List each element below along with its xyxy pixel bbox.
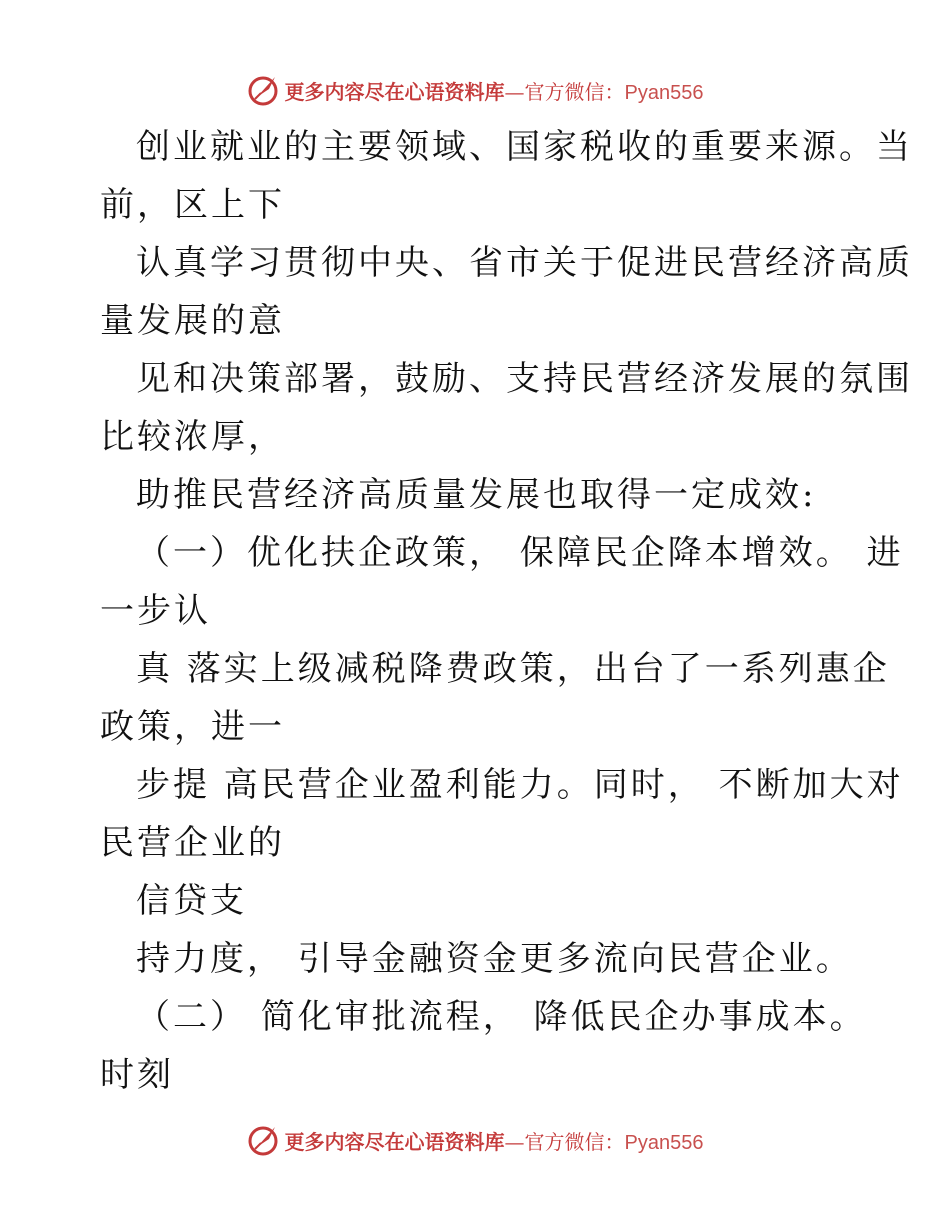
banner-wechat-id: Pyan556 [624,1131,704,1154]
banner-official-text: 官方微信： [524,79,625,104]
banner-text [285,1126,704,1155]
document-body [100,118,913,1104]
text-line: 持力度， 引导金融资金更多流向民营企业。 [136,939,853,979]
text-line: 真 落实上级减税降费政策，出台了一系列惠企 [136,649,890,689]
text-line: 认真学习贯彻中央、省市关于促进民营经济高质 [136,243,913,283]
text-line: 一步认 [100,591,211,631]
text-line: 助推民营经济高质量发展也取得一定成效: [136,475,817,515]
text-line: 见和决策部署，鼓励、支持民营经济发展的氛围 [136,359,913,399]
banner-wechat-id: Pyan556 [624,81,704,104]
banner-official-text: 官方微信： [524,1129,625,1154]
quill-logo-icon [247,73,281,107]
banner-main-text: 更多内容尽在心语资料库 [284,79,505,104]
text-line: 创业就业的主要领域、国家税收的重要来源。当 [136,127,913,167]
banner-main-text: 更多内容尽在心语资料库 [284,1129,505,1154]
text-line: 前，区上下 [100,185,285,225]
text-line: 步提 高民营企业盈利能力。同时， 不断加大对 [136,765,904,805]
text-line: （二） 简化审批流程， 降低民企办事成本。 [136,997,867,1037]
text-line: 比较浓厚， [100,417,285,457]
text-line: 量发展的意 [100,301,285,341]
footer-banner [0,1120,950,1160]
text-line: 民营企业的 [100,823,285,863]
text-line: 时刻 [100,1055,174,1095]
banner-text [285,76,704,105]
banner-dash: — [504,1129,525,1154]
text-line: （一）优化扶企政策， 保障民企降本增效。 进 [136,533,904,573]
header-banner [0,70,950,110]
text-line: 政策，进一 [100,707,285,747]
banner-dash: — [504,79,525,104]
text-line: 信贷支 [136,881,247,921]
quill-logo-icon [247,1123,281,1157]
